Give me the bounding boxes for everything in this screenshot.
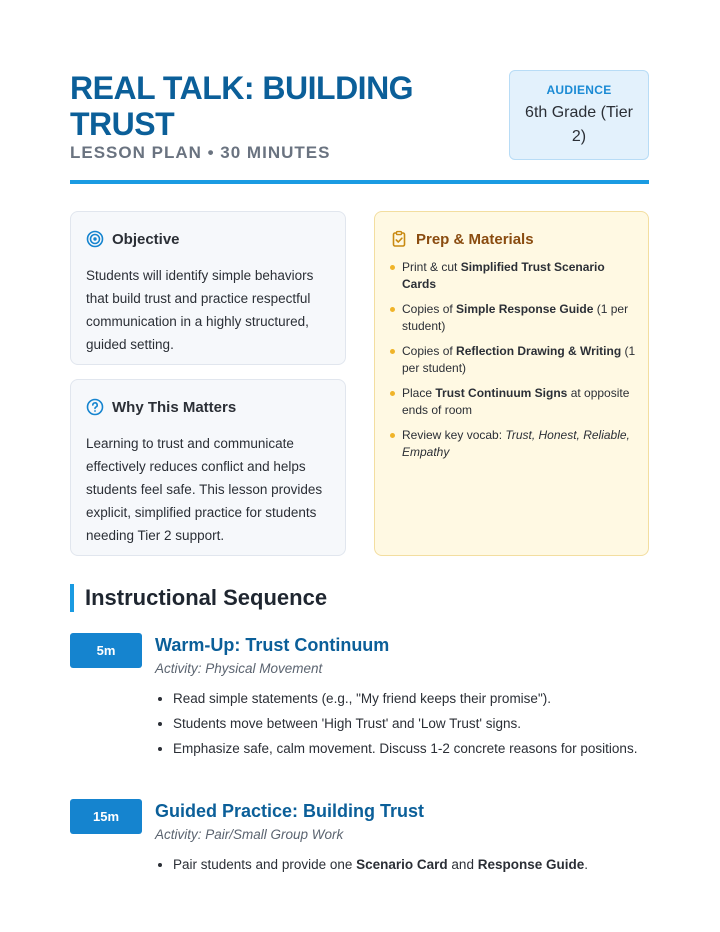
prep-card — [374, 211, 649, 556]
clipboard-check-icon — [390, 230, 408, 248]
question-circle-icon — [86, 398, 104, 416]
audience-box — [509, 70, 649, 160]
list-item: Review key vocab: Trust, Honest, Reliable, Empathy — [390, 427, 636, 461]
list-item: • Students move between 'High Trust' and 'Low Trust' signs. — [173, 713, 650, 735]
step-bullets — [155, 688, 650, 760]
why-heading — [86, 398, 331, 416]
list-item: Print & cut Simplified Trust Scenario Cards — [390, 259, 636, 293]
step-activity: Activity: Pair/Small Group Work — [155, 827, 344, 842]
page-title: REAL TALK: BUILDING TRUST — [70, 70, 414, 142]
list-item: • Pair students and provide one Scenario Card and Response Guide. — [173, 854, 650, 876]
list-item: Copies of Simple Response Guide (1 per student) — [390, 301, 636, 335]
objective-heading — [86, 230, 331, 248]
list-item: • Emphasize safe, calm movement. Discuss 1-2 concrete reasons for positions. — [173, 738, 650, 760]
time-badge: 15m — [70, 799, 142, 834]
objective-card — [70, 211, 346, 365]
objective-heading-text: Objective — [112, 230, 180, 248]
step-title: Warm-Up: Trust Continuum — [155, 635, 390, 655]
step-body — [155, 633, 650, 763]
list-item: Copies of Reflection Drawing & Writing (1 per student) — [390, 343, 636, 377]
prep-list — [390, 259, 636, 461]
why-heading-text: Why This Matters — [112, 398, 237, 416]
page-subtitle: LESSON PLAN • 30 MINUTES — [70, 143, 331, 162]
header-divider — [70, 180, 649, 184]
why-text: Learning to trust and communicate effectively reduces conflict and helps students feel safe. This lesson provides explicit, simplified practice for students needing Tier 2 support. — [86, 436, 323, 543]
audience-label: AUDIENCE — [546, 83, 612, 97]
prep-heading — [390, 230, 636, 248]
list-item: Place Trust Continuum Signs at opposite ends of room — [390, 385, 636, 419]
prep-heading-text: Prep & Materials — [416, 230, 534, 248]
target-icon — [86, 230, 104, 248]
time-badge: 5m — [70, 633, 142, 668]
step-bullets — [155, 854, 650, 876]
objective-text: Students will identify simple behaviors that build trust and practice respectful communication in a highly structured, guided setting. — [86, 268, 314, 352]
why-card — [70, 379, 346, 556]
section-title: Instructional Sequence — [70, 584, 327, 612]
step-activity: Activity: Physical Movement — [155, 661, 323, 676]
list-item: • Read simple statements (e.g., "My friend keeps their promise"). — [173, 688, 650, 710]
step-body — [155, 799, 650, 879]
step-title: Guided Practice: Building Trust — [155, 801, 425, 821]
audience-value: 6th Grade (Tier 2) — [525, 104, 633, 145]
